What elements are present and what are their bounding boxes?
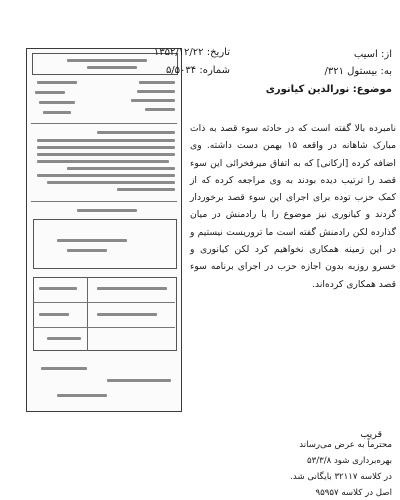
footer-note-3: در کلاسه ۳۲۱۱۷ بایگانی شد. [290, 472, 392, 482]
from-field: از: اسیب [353, 49, 392, 60]
footer-note-2: بهره‌برداری شود ۵۳/۳/۸ [306, 456, 392, 466]
date-field: تاریخ: ۱۳۵۲/۱۲/۲۲ [153, 47, 230, 58]
to-field: به: بیستول ۳۲۱/ [324, 66, 392, 77]
subject-line: موضوع: نورالدین کیانوری [265, 84, 392, 95]
original-form-thumbnail [26, 48, 182, 412]
body-paragraph: نامبرده بالا گفته است که در حادثه سوء قصد به ذات مبارک شاهانه در واقعه ۱۵ بهمن دست داشته. وی اضافه کرده [ارکانی] که به اتفاق میرفخرائی این سوء قصد را ترتیب دیده بودند به وی مراجعه کرده که از کمک حزب توده برای اجرای این سوء قصد برخوردار گردند و کیانوری نیز موضوع را با رادمنش در میان گذارده لکن رادمنش گفته است ما تروریست نیستیم و در این زمینه همکاری نخواهیم کرد لکن کیانوری و خسرو روزبه بدون اجازه حزب در اجرای برنامه سوء قصد همکاری کرده‌اند. [190, 123, 396, 290]
signature: قریب [360, 429, 382, 440]
footer-note-1: محترماً به عرض می‌رساند [299, 440, 392, 450]
reference-number: شماره: ۵/۵۰۳۴ [165, 65, 230, 76]
report-body [190, 120, 396, 293]
footer-note-4: اصل در کلاسه ۹۵۹۵۷ [315, 488, 392, 498]
